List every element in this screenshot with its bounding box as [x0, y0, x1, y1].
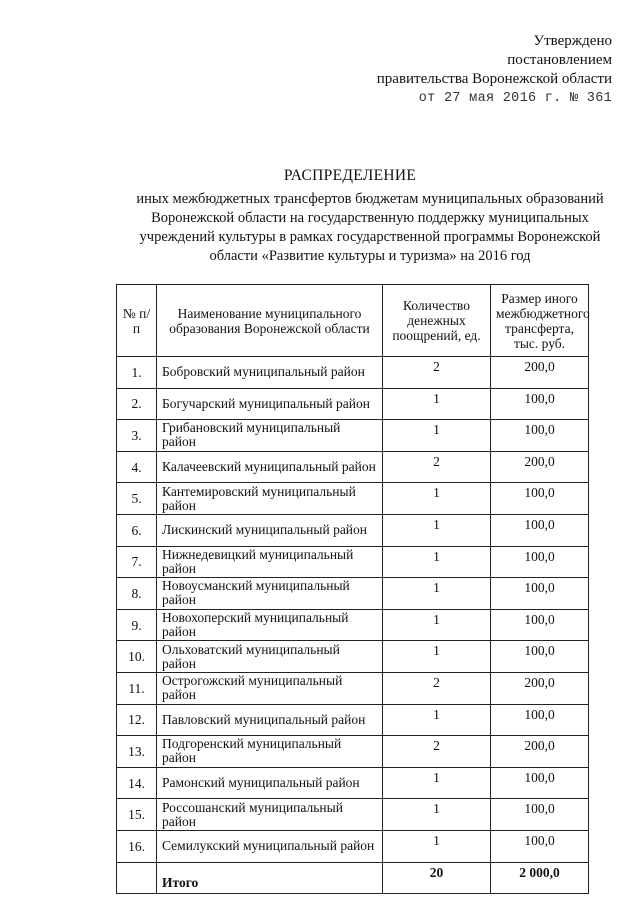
header-num: № п/п — [117, 285, 157, 357]
document-title: РАСПРЕДЕЛЕНИЕ — [283, 167, 417, 184]
header-qty: Количество денежных поощрений, ед. — [383, 285, 491, 357]
row-qty: 1 — [383, 388, 491, 420]
approval-line-3: правительства Воронежской области — [376, 71, 612, 87]
row-amount: 200,0 — [491, 357, 589, 389]
table-row — [117, 799, 589, 831]
row-qty: 2 — [383, 357, 491, 389]
row-name: Лискинский муниципальный район — [157, 514, 383, 546]
row-qty: 1 — [383, 483, 491, 515]
row-amount: 100,0 — [491, 578, 589, 610]
total-qty: 20 — [383, 862, 491, 894]
approval-block — [332, 32, 612, 108]
table-row — [117, 704, 589, 736]
row-name: Ольховатский муниципальный район — [157, 641, 383, 673]
total-num-cell — [117, 862, 157, 894]
row-num: 1. — [117, 357, 157, 389]
row-num: 13. — [117, 736, 157, 768]
row-qty: 2 — [383, 672, 491, 704]
row-amount: 100,0 — [491, 830, 589, 862]
document-subtitle: иных межбюджетных трансфертов бюджетам муниципальных образований Воронежской области на государственную поддержку муниципальных учреждений культуры в рамках государственной программы Воронежской области «Развитие культуры и туризма» на 2016 год — [136, 191, 604, 264]
row-qty: 1 — [383, 704, 491, 736]
table-row — [117, 672, 589, 704]
row-amount: 100,0 — [491, 609, 589, 641]
row-qty: 2 — [383, 736, 491, 768]
row-qty: 1 — [383, 514, 491, 546]
row-amount: 100,0 — [491, 546, 589, 578]
table-row — [117, 546, 589, 578]
row-name: Бобровский муниципальный район — [157, 357, 383, 389]
row-amount: 100,0 — [491, 704, 589, 736]
row-num: 14. — [117, 767, 157, 799]
row-amount: 100,0 — [491, 483, 589, 515]
table-row — [117, 357, 589, 389]
row-qty: 1 — [383, 420, 491, 452]
row-num: 8. — [117, 578, 157, 610]
table-row — [117, 451, 589, 483]
row-amount: 100,0 — [491, 514, 589, 546]
table-row — [117, 641, 589, 673]
approval-line-2: постановлением — [507, 52, 612, 68]
table-row — [117, 736, 589, 768]
row-num: 9. — [117, 609, 157, 641]
total-row — [117, 862, 589, 894]
approval-line-1: Утверждено — [533, 33, 612, 49]
table-row — [117, 483, 589, 515]
row-qty: 1 — [383, 767, 491, 799]
row-num: 15. — [117, 799, 157, 831]
row-num: 12. — [117, 704, 157, 736]
row-amount: 100,0 — [491, 767, 589, 799]
row-name: Новохоперский муниципальный район — [157, 609, 383, 641]
distribution-table — [116, 284, 589, 894]
row-amount: 200,0 — [491, 451, 589, 483]
table-header-row — [117, 285, 589, 357]
row-qty: 1 — [383, 609, 491, 641]
table-row — [117, 609, 589, 641]
row-amount: 100,0 — [491, 799, 589, 831]
row-name: Калачеевский муниципальный район — [157, 451, 383, 483]
table-row — [117, 767, 589, 799]
table-row — [117, 578, 589, 610]
row-qty: 1 — [383, 830, 491, 862]
total-amount: 2 000,0 — [491, 862, 589, 894]
row-num: 4. — [117, 451, 157, 483]
header-amount: Размер иного межбюджетного трансферта, тыс. руб. — [491, 285, 589, 357]
row-name: Подгоренский муниципальный район — [157, 736, 383, 768]
row-num: 5. — [117, 483, 157, 515]
row-name: Павловский муниципальный район — [157, 704, 383, 736]
table-row — [117, 420, 589, 452]
table-row — [117, 830, 589, 862]
row-qty: 2 — [383, 451, 491, 483]
table-row — [117, 514, 589, 546]
row-amount: 200,0 — [491, 672, 589, 704]
row-num: 3. — [117, 420, 157, 452]
approval-date-stamp: от 27 мая 2016 г. № 361 — [418, 91, 612, 106]
row-num: 2. — [117, 388, 157, 420]
row-name: Грибановский муниципальный район — [157, 420, 383, 452]
row-amount: 200,0 — [491, 736, 589, 768]
row-num: 6. — [117, 514, 157, 546]
row-qty: 1 — [383, 546, 491, 578]
row-name: Семилукский муниципальный район — [157, 830, 383, 862]
row-num: 7. — [117, 546, 157, 578]
row-num: 10. — [117, 641, 157, 673]
row-qty: 1 — [383, 578, 491, 610]
row-amount: 100,0 — [491, 641, 589, 673]
row-name: Россошанский муниципальный район — [157, 799, 383, 831]
row-num: 16. — [117, 830, 157, 862]
table-row — [117, 388, 589, 420]
row-num: 11. — [117, 672, 157, 704]
row-amount: 100,0 — [491, 420, 589, 452]
row-qty: 1 — [383, 799, 491, 831]
row-name: Рамонский муниципальный район — [157, 767, 383, 799]
row-name: Богучарский муниципальный район — [157, 388, 383, 420]
row-qty: 1 — [383, 641, 491, 673]
row-name: Острогожский муниципальный район — [157, 672, 383, 704]
row-name: Кантемировский муниципальный район — [157, 483, 383, 515]
row-name: Нижнедевицкий муниципальный район — [157, 546, 383, 578]
total-label: Итого — [157, 862, 383, 894]
row-name: Новоусманский муниципальный район — [157, 578, 383, 610]
header-name: Наименование муниципального образования Воронежской области — [157, 285, 383, 357]
row-amount: 100,0 — [491, 388, 589, 420]
